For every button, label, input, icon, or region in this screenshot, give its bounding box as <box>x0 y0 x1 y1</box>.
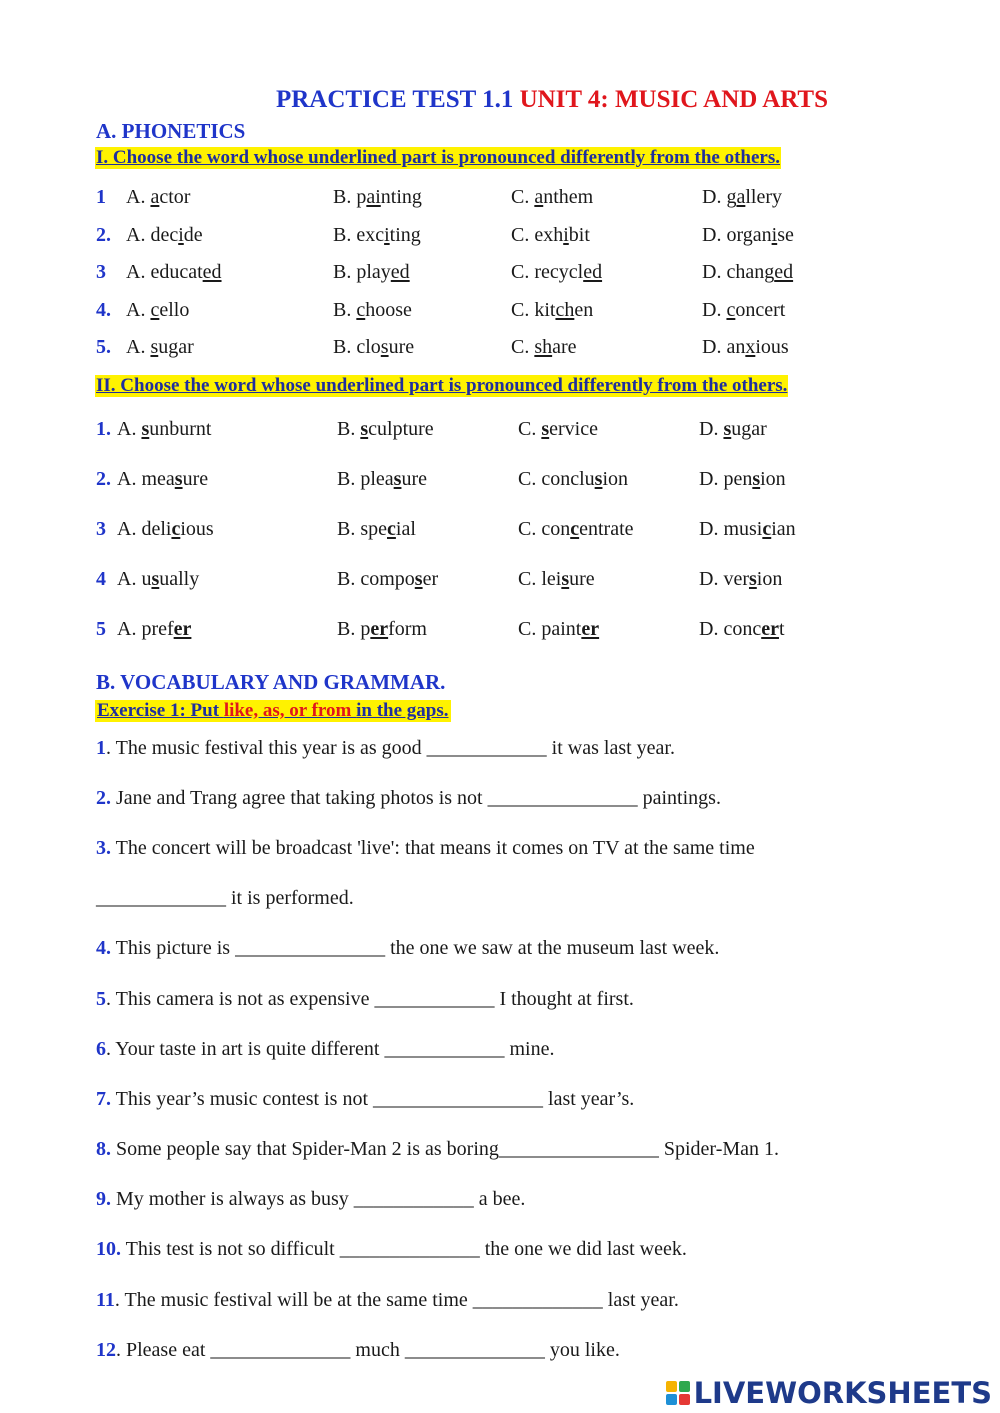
option-text: A. mea <box>117 468 175 490</box>
underlined-part: er <box>581 618 600 640</box>
underlined-part: c <box>762 518 772 540</box>
option-c <box>511 224 590 247</box>
sentence-number: 7. <box>96 1088 111 1110</box>
underlined-part: s <box>380 336 389 358</box>
option-text: D. organ <box>702 223 772 246</box>
exercise-1-instruction <box>95 700 451 722</box>
option-text: B. spe <box>337 518 387 540</box>
underlined-part: s <box>723 418 732 440</box>
question-number: 3 <box>96 518 106 540</box>
option-d <box>699 568 782 591</box>
option-b <box>333 224 421 247</box>
option-c <box>518 568 595 591</box>
option-text: ure <box>182 468 209 490</box>
option-d <box>702 261 793 284</box>
underlined-part: i <box>384 223 390 246</box>
option-text: ctor <box>159 186 191 208</box>
page-title <box>0 86 1000 114</box>
sentence-text: This test is not so difficult ______________ the one we did last week. <box>121 1238 687 1260</box>
option-a <box>126 186 190 209</box>
option-c <box>518 418 598 441</box>
option-text: A. <box>126 298 151 321</box>
option-text: D. an <box>702 336 746 358</box>
option-text: se <box>777 223 794 246</box>
underlined-part: c <box>570 518 580 540</box>
underlined-part: er <box>173 618 192 640</box>
underlined-part: s <box>748 568 757 590</box>
question-row <box>96 418 976 444</box>
gap-fill-sentence <box>96 1188 525 1211</box>
option-text: ually <box>159 568 200 590</box>
title-test-number: PRACTICE TEST 1.1 <box>275 86 514 113</box>
option-text: B. <box>333 298 357 321</box>
option-text: D. ver <box>699 568 749 590</box>
option-text: entrate <box>579 518 634 540</box>
sentence-number: 3. <box>96 837 111 859</box>
sentence-number: 12 <box>96 1339 116 1361</box>
option-text: A. pref <box>117 618 174 640</box>
underlined-part: i <box>563 223 569 246</box>
underlined-part: ch <box>555 298 575 321</box>
underlined-part: ed <box>583 261 603 283</box>
gap-fill-sentence <box>96 1339 620 1362</box>
option-text: D. musi <box>699 518 763 540</box>
sentence-number: 10. <box>96 1238 121 1260</box>
option-c <box>511 261 602 284</box>
underlined-part: s <box>393 468 402 490</box>
option-b <box>337 468 427 491</box>
option-text: B. compo <box>337 568 415 590</box>
option-text: de <box>183 223 203 246</box>
option-text: culpture <box>368 418 434 440</box>
liveworksheets-logo <box>666 1376 992 1410</box>
option-text: C. <box>511 186 535 208</box>
option-text: ugar <box>158 336 194 358</box>
option-text: ial <box>395 518 416 540</box>
question-row <box>96 261 976 287</box>
question-number: 5. <box>96 336 111 358</box>
sentence-text: . Please eat ______________ much ______________ you like. <box>116 1339 620 1361</box>
option-a <box>126 261 222 284</box>
option-b <box>337 618 427 641</box>
underlined-part: s <box>150 336 159 358</box>
underlined-part: er <box>761 618 779 640</box>
underlined-part: s <box>414 568 423 590</box>
option-text: C. kit <box>511 298 556 321</box>
question-number: 2. <box>96 223 111 246</box>
question-row <box>96 224 976 250</box>
sentence-text: . This camera is not as expensive ____________ I thought at first. <box>106 988 634 1010</box>
exercise-1-lead: Exercise 1: Put <box>97 700 224 721</box>
underlined-part: s <box>141 418 150 440</box>
option-b <box>337 418 434 441</box>
option-text: nthem <box>543 186 594 208</box>
option-text: A. deli <box>117 518 172 540</box>
underlined-part: s <box>561 568 570 590</box>
option-d <box>702 299 785 322</box>
underlined-part: x <box>745 336 756 358</box>
option-b <box>337 568 438 591</box>
gap-fill-sentence <box>96 988 634 1011</box>
option-a <box>126 224 203 247</box>
option-text: ting <box>389 223 421 246</box>
option-d <box>699 418 767 441</box>
option-a <box>126 336 194 359</box>
sentence-text: Jane and Trang agree that taking photos is not _______________ paintings. <box>111 787 721 809</box>
question-row <box>96 618 976 644</box>
gap-fill-sentence <box>96 1238 687 1261</box>
question-number: 2. <box>96 468 111 490</box>
option-text: B. plea <box>337 468 394 490</box>
option-a <box>117 418 211 441</box>
underlined-part: s <box>360 418 369 440</box>
sentence-number: 2. <box>96 787 111 809</box>
option-text: A. <box>117 418 142 440</box>
underlined-part: ai <box>366 186 381 208</box>
sentence-text: This year’s music contest is not _________________ last year’s. <box>111 1088 635 1110</box>
sentence-text: _____________ it is performed. <box>96 887 354 909</box>
option-text: ello <box>159 298 190 321</box>
option-text: B. p <box>333 186 367 208</box>
underlined-part: s <box>752 468 761 490</box>
sentence-number: 5 <box>96 988 106 1010</box>
question-number: 1 <box>96 186 106 208</box>
gap-fill-sentence <box>96 1038 554 1061</box>
gap-fill-sentence <box>96 1138 779 1161</box>
underlined-part: sh <box>534 336 553 358</box>
question-number: 5 <box>96 618 106 640</box>
option-d <box>699 468 786 491</box>
sentence-number: 9. <box>96 1188 111 1210</box>
option-b <box>333 336 414 359</box>
option-text: ure <box>401 468 427 490</box>
option-a <box>117 518 214 541</box>
underlined-part: a <box>150 186 160 208</box>
exercise-1-words: like, as, or from <box>223 700 357 721</box>
option-text: oncert <box>735 298 786 321</box>
gap-fill-sentence <box>96 937 719 960</box>
option-text: B. <box>337 418 361 440</box>
underlined-part: ed <box>202 261 222 283</box>
option-text: B. play <box>333 261 391 283</box>
option-text: bit <box>568 223 590 246</box>
sentence-number: 6 <box>96 1038 106 1060</box>
sentence-number: 8. <box>96 1138 111 1160</box>
sentence-text: This picture is _______________ the one we saw at the museum last week. <box>111 937 720 959</box>
instruction-part-2: II. Choose the word whose underlined part is pronounced differently from the others. <box>96 375 788 396</box>
option-text: t <box>778 618 785 640</box>
option-text: C. paint <box>518 618 582 640</box>
underlined-part: c <box>171 518 181 540</box>
question-row <box>96 518 976 544</box>
sentence-number: 4. <box>96 937 111 959</box>
sentence-number: 11 <box>96 1289 115 1311</box>
question-number: 1. <box>96 418 111 440</box>
option-c <box>511 186 593 209</box>
option-d <box>699 618 785 641</box>
option-text: ious <box>180 518 214 540</box>
option-text: D. pen <box>699 468 753 490</box>
question-number: 4 <box>96 568 106 590</box>
option-c <box>518 468 628 491</box>
option-text: B. exc <box>333 223 385 246</box>
logo-text: LIVEWORKSHEETS <box>693 1376 992 1410</box>
option-c <box>511 336 577 359</box>
option-b <box>333 299 412 322</box>
option-text: form <box>388 618 427 640</box>
option-a <box>117 468 208 491</box>
option-text: C. conclu <box>518 468 595 490</box>
option-text: A. <box>126 186 151 208</box>
option-text: are <box>552 336 577 358</box>
option-text: er <box>422 568 439 590</box>
option-text: B. p <box>337 618 371 640</box>
gap-fill-sentence <box>96 787 721 810</box>
option-text: ion <box>760 468 786 490</box>
option-text: D. <box>702 298 727 321</box>
underlined-part: s <box>151 568 160 590</box>
option-c <box>518 518 634 541</box>
underlined-part: c <box>150 298 160 321</box>
option-text: D. g <box>702 186 737 208</box>
sentence-text: Some people say that Spider-Man 2 is as boring________________ Spider-Man 1. <box>111 1138 780 1160</box>
option-d <box>699 518 796 541</box>
sentence-number: 1 <box>96 737 106 759</box>
sentence-text: My mother is always as busy ____________ a bee. <box>111 1188 526 1210</box>
instruction-part-1: I. Choose the word whose underlined part is pronounced differently from the others. <box>96 147 781 168</box>
option-c <box>518 618 599 641</box>
sentence-text: . The music festival will be at the same time _____________ last year. <box>114 1289 679 1311</box>
question-row <box>96 299 976 325</box>
option-a <box>117 618 191 641</box>
option-text: ious <box>755 336 789 358</box>
option-text: D. <box>699 418 724 440</box>
option-b <box>333 261 410 284</box>
underlined-part: ed <box>390 261 410 283</box>
option-text: A. <box>126 336 151 358</box>
option-text: ion <box>756 568 783 590</box>
gap-fill-sentence <box>96 887 354 910</box>
question-row <box>96 568 976 594</box>
underlined-part: s <box>541 418 550 440</box>
exercise-1-tail: in the gaps. <box>356 700 449 721</box>
underlined-part: i <box>178 223 184 246</box>
option-text: C. con <box>518 518 571 540</box>
option-text: ure <box>388 336 415 358</box>
sentence-text: . Your taste in art is quite different ____________ mine. <box>106 1038 555 1060</box>
question-number: 3 <box>96 261 106 283</box>
sentence-text: . The music festival this year is as good ____________ it was last year. <box>106 737 675 759</box>
gap-fill-sentence <box>96 837 755 860</box>
option-text: ervice <box>549 418 598 440</box>
option-text: D. chang <box>702 261 775 283</box>
option-text: en <box>574 298 594 321</box>
underlined-part: c <box>356 298 366 321</box>
option-b <box>337 518 416 541</box>
option-text: B. clo <box>333 336 381 358</box>
underlined-part: c <box>726 298 736 321</box>
option-a <box>126 299 189 322</box>
question-row <box>96 336 976 362</box>
option-text: C. exh <box>511 223 564 246</box>
option-text: A. dec <box>126 223 179 246</box>
option-text: ugar <box>731 418 767 440</box>
question-number: 4. <box>96 298 111 321</box>
option-text: C. <box>511 336 535 358</box>
option-text: hoose <box>365 298 412 321</box>
underlined-part: c <box>387 518 396 540</box>
option-text: llery <box>745 186 782 208</box>
title-unit: UNIT 4: MUSIC AND ARTS <box>519 86 829 113</box>
gap-fill-sentence <box>96 1289 679 1312</box>
underlined-part: ed <box>774 261 794 283</box>
underlined-part: a <box>736 186 746 208</box>
option-a <box>117 568 199 591</box>
underlined-part: i <box>771 223 778 246</box>
option-text: C. lei <box>518 568 562 590</box>
option-text: C. recycl <box>511 261 584 283</box>
option-text: A. u <box>117 568 152 590</box>
option-text: unburnt <box>149 418 212 440</box>
option-text: C. <box>518 418 542 440</box>
option-d <box>702 336 789 359</box>
option-text: nting <box>380 186 422 208</box>
option-text: ure <box>569 568 595 590</box>
option-c <box>511 299 593 322</box>
underlined-part: s <box>594 468 603 490</box>
underlined-part: a <box>534 186 544 208</box>
option-text: A. educat <box>126 261 203 283</box>
gap-fill-sentence <box>96 1088 634 1111</box>
section-vocabulary-heading: B. VOCABULARY AND GRAMMAR. <box>96 670 446 694</box>
option-text: ion <box>602 468 629 490</box>
sentence-text: The concert will be broadcast 'live': that means it comes on TV at the same time <box>111 837 755 859</box>
option-text: D. conc <box>699 618 762 640</box>
option-text: ian <box>771 518 796 540</box>
underlined-part: s <box>174 468 183 490</box>
option-d <box>702 224 794 247</box>
gap-fill-sentence <box>96 737 675 760</box>
question-row <box>96 186 976 212</box>
option-d <box>702 186 782 209</box>
underlined-part: er <box>370 618 389 640</box>
logo-mark-icon <box>666 1381 690 1405</box>
option-b <box>333 186 422 209</box>
question-row <box>96 468 976 494</box>
section-phonetics-heading: A. PHONETICS <box>96 119 246 143</box>
